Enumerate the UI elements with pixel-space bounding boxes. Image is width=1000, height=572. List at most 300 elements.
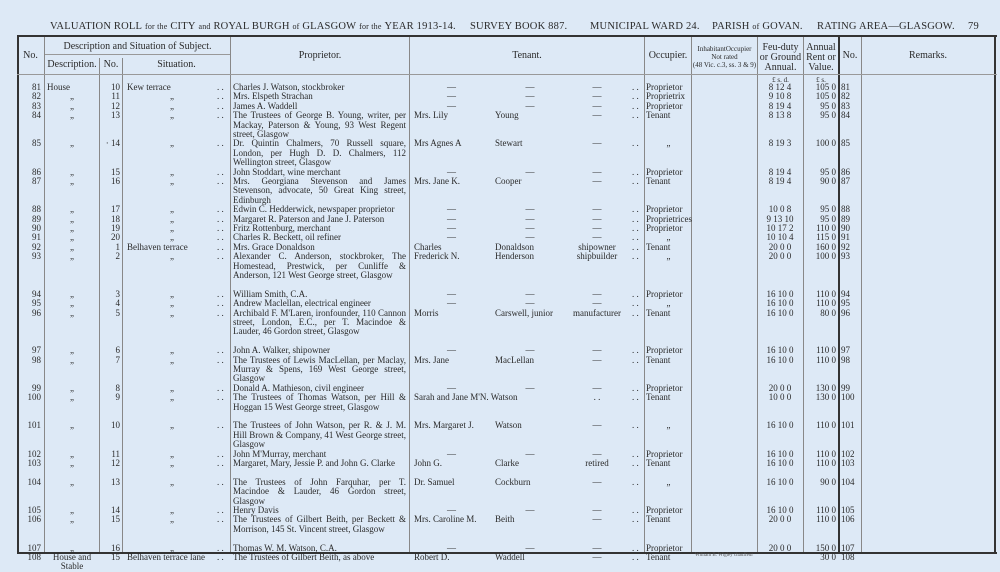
description-cell: „ xyxy=(70,476,74,487)
feu-duty-value: 20 0 0 xyxy=(768,251,792,262)
title-ward: MUNICIPAL WARD 24. xyxy=(590,21,700,32)
row-number-right: 84 xyxy=(841,110,850,121)
annual-rent-value: 160 0 xyxy=(815,241,836,252)
feu-duty-value: 8 19 4 xyxy=(768,100,792,111)
leader-dots: . . xyxy=(217,91,224,102)
leader-dots: . . xyxy=(217,82,224,92)
tenant-first-name: Dr. Samuel xyxy=(414,476,455,487)
row-number-right: 91 xyxy=(841,232,850,243)
situation-cell: „ xyxy=(170,232,174,243)
row-number: 92 xyxy=(32,241,41,252)
title-survey: SURVEY BOOK 887. xyxy=(470,21,568,32)
subject-number: 8 xyxy=(115,382,120,393)
tenant-surname: MacLellan xyxy=(495,354,534,365)
tenant-surname: — xyxy=(525,223,535,233)
leader-dots: . . xyxy=(632,166,639,177)
row-number: 97 xyxy=(32,345,41,356)
row-number-right: 101 xyxy=(841,420,855,431)
tenant-surname: — xyxy=(525,166,535,177)
tenant-first-name: — xyxy=(447,204,456,215)
subject-number: 5 xyxy=(115,307,120,318)
leader-dots: . . xyxy=(632,204,639,215)
proprietor-cell: The Trustees of John Watson, per R. & J. M. Hill Brown & Company, 41 West George street, Glasgow xyxy=(233,420,406,450)
occupier-cell: Tenant xyxy=(646,514,671,525)
leader-dots: . . xyxy=(217,505,224,515)
occupier-cell: „ xyxy=(666,476,671,487)
occupier-cell: Proprietor xyxy=(646,166,683,177)
proprietor-cell: The Trustees of George B. Young, writer, per Mackay, Paterson & Young, 93 West Regent street, Glasgow xyxy=(233,110,406,139)
row-number: 102 xyxy=(27,448,41,459)
row-number-right: 100 xyxy=(841,392,855,403)
leader-dots: . . xyxy=(632,392,639,403)
leader-dots: . . xyxy=(217,223,224,233)
header-tenant: Tenant. xyxy=(512,50,542,61)
feu-duty-value: 8 12 4 xyxy=(768,82,792,92)
annual-rent-value: 110 0 xyxy=(816,298,836,309)
situation-cell: „ xyxy=(170,307,174,318)
tenant-surname: Clarke xyxy=(495,458,519,468)
annual-rent-value: 110 0 xyxy=(816,458,836,468)
tenant-surname: Stewart xyxy=(495,138,523,149)
tenant-occupation: — xyxy=(592,166,602,177)
situation-cell: „ xyxy=(170,298,174,309)
description-cell: „ xyxy=(70,288,74,299)
annual-rent-value: 90 0 xyxy=(820,476,836,487)
tenant-surname: — xyxy=(525,505,535,515)
tenant-occupation: — xyxy=(592,382,602,393)
occupier-cell: Tenant xyxy=(646,552,671,562)
tenant-first-name: — xyxy=(447,166,456,177)
annual-rent-value: 115 0 xyxy=(816,232,836,243)
leader-dots: . . xyxy=(217,392,224,403)
situation-cell: „ xyxy=(170,251,174,262)
leader-dots: . . xyxy=(632,91,639,102)
row-number-right: 90 xyxy=(841,223,850,233)
leader-dots: . . xyxy=(217,354,224,365)
annual-rent-value: 130 0 xyxy=(815,392,836,403)
occupier-cell: „ xyxy=(666,251,671,262)
header-no-right: No. xyxy=(842,50,858,61)
situation-cell: „ xyxy=(170,223,174,233)
tenant-first-name: — xyxy=(447,505,456,515)
occupier-cell: Tenant xyxy=(646,241,671,252)
header-inhabitant-occupier: InhabitantOccupier Not rated (48 Vic. c.3, ss. 3 & 9) xyxy=(692,45,757,69)
feu-duty-value: 16 10 0 xyxy=(766,354,794,365)
tenant-first-name: Sarah and Jane M'N. Watson xyxy=(414,392,518,403)
description-cell: „ xyxy=(70,213,74,224)
leader-dots: . . xyxy=(217,241,224,252)
feu-duty-value: 16 10 0 xyxy=(766,307,794,318)
occupier-cell: „ xyxy=(666,420,671,431)
annual-rent-value: 105 0 xyxy=(815,82,836,92)
feu-duty-value: 8 19 4 xyxy=(768,176,792,186)
situation-cell: „ xyxy=(170,458,174,468)
leader-dots: . . xyxy=(632,354,639,365)
proprietor-cell: John Stoddart, wine merchant xyxy=(233,166,341,177)
leader-dots: . . xyxy=(632,138,639,149)
row-number: 89 xyxy=(32,213,41,224)
situation-cell: „ xyxy=(170,176,174,186)
subject-number: 11 xyxy=(111,91,120,102)
occupier-cell: Proprietor xyxy=(646,223,683,233)
row-number: 93 xyxy=(32,251,41,262)
proprietor-cell: The Trustees of Gilbert Beith, per Beckett & Morrison, 145 St. Vincent street, Glasgow xyxy=(233,514,406,534)
tenant-occupation: — xyxy=(592,82,602,92)
subject-number: 3 xyxy=(115,288,120,299)
tenant-occupation: — xyxy=(592,288,602,299)
leader-dots: . . xyxy=(217,307,224,318)
row-number: 96 xyxy=(32,307,41,318)
feu-duty-value: 16 10 0 xyxy=(766,448,794,459)
situation-cell: „ xyxy=(170,392,174,403)
feu-duty-value: 20 0 0 xyxy=(768,542,792,553)
tenant-surname: Watson xyxy=(495,420,522,431)
row-number: 98 xyxy=(32,354,41,365)
annual-rent-value: 95 0 xyxy=(820,204,836,215)
description-cell: „ xyxy=(70,354,74,365)
subject-number: 13 xyxy=(111,110,120,121)
proprietor-cell: Donald A. Mathieson, civil engineer xyxy=(233,382,364,393)
row-number-right: 107 xyxy=(841,542,855,553)
row-number: 88 xyxy=(32,204,41,215)
annual-rent-value: 130 0 xyxy=(815,382,836,393)
description-cell: „ xyxy=(70,505,74,515)
row-number-right: 94 xyxy=(841,288,850,299)
tenant-occupation: — xyxy=(592,138,602,149)
annual-rent-value: 95 0 xyxy=(820,110,836,121)
occupier-cell: Tenant xyxy=(646,458,671,468)
tenant-occupation: manufacturer xyxy=(573,307,621,318)
leader-dots: . . xyxy=(217,382,224,393)
situation-cell: „ xyxy=(170,448,174,459)
row-number: 83 xyxy=(32,100,41,111)
situation-cell: „ xyxy=(170,345,174,356)
situation-cell: Kew terrace xyxy=(127,82,171,92)
situation-cell: „ xyxy=(170,91,174,102)
leader-dots: . . xyxy=(632,420,639,431)
row-number: 99 xyxy=(32,382,41,393)
tenant-surname: Carswell, junior xyxy=(495,307,553,318)
description-cell: „ xyxy=(70,448,74,459)
leader-dots: . . xyxy=(217,176,224,186)
tenant-first-name: — xyxy=(447,100,456,111)
tenant-surname: — xyxy=(525,82,535,92)
tenant-surname: — xyxy=(525,204,535,215)
subject-number: 20 xyxy=(111,232,120,243)
row-number-right: 97 xyxy=(841,345,850,356)
subject-number: 19 xyxy=(111,223,120,233)
row-number-right: 106 xyxy=(841,514,855,525)
subject-number: 15 xyxy=(111,166,120,177)
tenant-first-name: — xyxy=(447,448,456,459)
proprietor-cell: Fritz Rottenburg, merchant xyxy=(233,223,331,233)
tenant-occupation: shipowner xyxy=(578,241,616,252)
description-cell: „ xyxy=(70,392,74,403)
annual-rent-value: 110 0 xyxy=(816,345,836,356)
leader-dots: . . xyxy=(632,241,639,252)
tenant-first-name: Mrs. Jane xyxy=(414,354,449,365)
leader-dots: . . xyxy=(632,100,639,111)
leader-dots: . . xyxy=(632,288,639,299)
leader-dots: . . xyxy=(632,110,639,121)
proprietor-cell: Charles R. Beckett, oil refiner xyxy=(233,232,341,243)
leader-dots: . . xyxy=(632,476,639,487)
description-cell: „ xyxy=(70,420,74,431)
tenant-occupation: — xyxy=(592,232,602,243)
proprietor-cell: John A. Walker, shipowner xyxy=(233,345,330,356)
subject-number: 18 xyxy=(111,213,120,224)
tenant-first-name: Frederick N. xyxy=(414,251,460,262)
situation-cell: Belhaven terrace xyxy=(127,241,188,252)
row-number-right: 108 xyxy=(841,552,855,562)
tenant-occupation: — xyxy=(592,298,602,309)
leader-dots: . . xyxy=(217,251,224,262)
row-number-right: 89 xyxy=(841,213,850,224)
title-rating: RATING AREA—GLASGOW. xyxy=(817,21,955,32)
tenant-surname: — xyxy=(525,448,535,459)
leader-dots: . . xyxy=(217,232,224,243)
proprietor-cell: Mrs. Georgiana Stevenson and James Stevenson, advocate, 50 Great King street, Edinburgh xyxy=(233,176,406,205)
subject-number: 9 xyxy=(115,392,120,403)
tenant-surname: — xyxy=(525,100,535,111)
header-remarks: Remarks. xyxy=(908,50,948,61)
situation-cell: „ xyxy=(170,110,174,121)
leader-dots: . . xyxy=(632,298,639,309)
leader-dots: . . xyxy=(217,110,224,121)
tenant-occupation: — xyxy=(592,505,602,515)
subject-number: 15 xyxy=(111,552,120,562)
tenant-surname: — xyxy=(525,288,535,299)
header-sub-no: No. xyxy=(103,59,119,70)
description-cell: „ xyxy=(70,345,74,356)
row-number: 106 xyxy=(27,514,41,525)
situation-cell: Belhaven terrace lane xyxy=(127,552,205,562)
annual-rent-value: 90 0 xyxy=(820,176,836,186)
tenant-surname: — xyxy=(525,382,535,393)
row-number: 108 xyxy=(27,552,41,562)
proprietor-cell: Andrew Maclellan, electrical engineer xyxy=(233,298,371,309)
occupier-cell: Tenant xyxy=(646,392,671,403)
occupier-cell: Tenant xyxy=(646,307,671,318)
leader-dots: . . xyxy=(632,176,639,186)
tenant-occupation: — xyxy=(592,448,602,459)
title-roll: VALUATION ROLL for the CITY and ROYAL BURGH of GLASGOW for the YEAR 1913-14. xyxy=(50,21,456,32)
annual-rent-value: 100 0 xyxy=(815,138,836,149)
description-cell: „ xyxy=(70,223,74,233)
tenant-surname: Young xyxy=(495,110,519,121)
tenant-occupation: — xyxy=(592,420,602,431)
tenant-occupation: — xyxy=(592,542,602,553)
tenant-first-name: — xyxy=(447,223,456,233)
tenant-surname: Cooper xyxy=(495,176,522,186)
row-number-right: 87 xyxy=(841,176,850,186)
situation-cell: „ xyxy=(170,382,174,393)
row-number-right: 82 xyxy=(841,91,850,102)
occupier-cell: Proprietor xyxy=(646,345,683,356)
leader-dots: . . xyxy=(217,166,224,177)
proprietor-cell: Alexander C. Anderson, stockbroker, The Homestead, Prestwick, per Cunliffe & Anderson, 121 West George street, Glasgow xyxy=(233,251,406,280)
row-number-right: 104 xyxy=(841,476,855,487)
feu-duty-value: 9 10 8 xyxy=(768,91,792,102)
situation-cell: „ xyxy=(170,138,174,149)
occupier-cell: Proprietor xyxy=(646,505,683,515)
leader-dots: . . xyxy=(217,448,224,459)
leader-dots: . . xyxy=(217,100,224,111)
leader-dots: . . xyxy=(217,345,224,356)
proprietor-cell: Thomas W. M. Watson, C.A. xyxy=(233,542,337,553)
tenant-surname: — xyxy=(525,91,535,102)
leader-dots: . . xyxy=(632,345,639,356)
description-cell: „ xyxy=(70,298,74,309)
feu-duty-value: 8 13 8 xyxy=(768,110,792,121)
tenant-first-name: Mrs. Lily xyxy=(414,110,449,121)
row-number-right: 83 xyxy=(841,100,850,111)
header-feu-units: £ s. d. xyxy=(772,76,789,84)
tenant-first-name: John G. xyxy=(414,458,443,468)
description-cell: House xyxy=(47,82,70,92)
situation-cell: „ xyxy=(170,514,174,525)
row-number-right: 95 xyxy=(841,298,850,309)
tenant-first-name: Morris xyxy=(414,307,439,318)
feu-duty-value: 8 19 4 xyxy=(768,166,792,177)
feu-duty-value: 16 10 0 xyxy=(766,345,794,356)
leader-dots: . . xyxy=(632,213,639,224)
occupier-cell: Proprietor xyxy=(646,542,683,553)
feu-duty-value: 16 10 0 xyxy=(766,505,794,515)
leader-dots: . . xyxy=(217,298,224,309)
subject-number: 2 xyxy=(115,251,120,262)
proprietor-cell: Mrs. Elspeth Strachan xyxy=(233,91,313,102)
row-number-right: 96 xyxy=(841,307,850,318)
situation-cell: „ xyxy=(170,204,174,215)
description-cell: „ xyxy=(70,204,74,215)
occupier-cell: Tenant xyxy=(646,354,671,365)
subject-number: 16 xyxy=(111,542,120,553)
annual-rent-value: 110 0 xyxy=(816,448,836,459)
row-number: 100 xyxy=(27,392,41,403)
header-no: No. xyxy=(23,50,38,61)
occupier-cell: Tenant xyxy=(646,176,671,186)
tenant-surname: — xyxy=(525,542,535,553)
annual-rent-value: 100 0 xyxy=(815,251,836,262)
row-number: 95 xyxy=(32,298,41,309)
feu-duty-value: 8 19 3 xyxy=(768,138,792,149)
row-number: 82 xyxy=(32,91,41,102)
subject-number: 12 xyxy=(111,100,120,111)
proprietor-cell: Margaret R. Paterson and Jane J. Paterson xyxy=(233,213,385,224)
leader-dots: . . xyxy=(217,514,224,525)
annual-rent-value: 110 0 xyxy=(816,420,836,431)
subject-number: 16 xyxy=(111,176,120,186)
row-number-right: 102 xyxy=(841,448,855,459)
subject-number: 12 xyxy=(111,458,120,468)
row-number: 103 xyxy=(27,458,41,468)
row-number: 94 xyxy=(32,288,41,299)
tenant-occupation: — xyxy=(592,100,602,111)
tenant-first-name: Robert D. xyxy=(414,552,450,562)
annual-rent-value: 95 0 xyxy=(820,213,836,224)
proprietor-cell: The Trustees of Gilbert Beith, as above xyxy=(233,552,375,562)
feu-duty-value: 20 0 0 xyxy=(768,382,792,393)
leader-dots: . . xyxy=(217,204,224,215)
subject-number: 14 xyxy=(111,505,120,515)
tenant-first-name: Mrs Agnes A xyxy=(414,138,462,149)
leader-dots: . . xyxy=(632,382,639,393)
proprietor-cell: William Smith, C.A. xyxy=(233,288,308,299)
description-cell: „ xyxy=(70,100,74,111)
occupier-cell: Proprietor xyxy=(646,382,683,393)
occupier-cell: „ xyxy=(666,298,671,309)
row-number: 81 xyxy=(32,82,41,92)
leader-dots: . . xyxy=(217,458,224,468)
leader-dots: . . xyxy=(632,307,639,318)
description-cell: „ xyxy=(70,241,74,252)
proprietor-cell: The Trustees of Thomas Watson, per Hill & Hoggan 15 West George street, Glasgow xyxy=(233,392,406,412)
valuation-table xyxy=(17,35,997,572)
proprietor-cell: James A. Waddell xyxy=(233,100,298,111)
tenant-occupation: — xyxy=(592,223,602,233)
leader-dots: . . xyxy=(632,552,639,562)
subject-number: 6 xyxy=(115,345,120,356)
tenant-first-name: — xyxy=(447,288,456,299)
leader-dots: . . xyxy=(217,420,224,431)
occupier-cell: Proprietor xyxy=(646,288,683,299)
tenant-surname: Beith xyxy=(495,514,515,525)
leader-dots: . . xyxy=(217,542,224,553)
feu-duty-value: 10 0 8 xyxy=(768,204,792,215)
leader-dots: . . xyxy=(632,542,639,553)
row-number: 104 xyxy=(27,476,41,487)
feu-duty-value: 9 13 10 xyxy=(766,213,794,224)
feu-duty-value: 10 10 4 xyxy=(766,232,794,243)
subject-number: 15 xyxy=(111,514,120,525)
row-number: 84 xyxy=(32,110,41,121)
description-cell: „ xyxy=(70,110,74,121)
tenant-first-name: — xyxy=(447,82,456,92)
situation-cell: „ xyxy=(170,288,174,299)
tenant-first-name: Mrs. Jane K. xyxy=(414,176,460,186)
row-number-right: 86 xyxy=(841,166,850,177)
annual-rent-value: 80 0 xyxy=(820,307,836,318)
situation-cell: „ xyxy=(170,542,174,553)
proprietor-cell: Dr. Quintin Chalmers, 70 Russell square, London, per Hugh D. D. Chalmers, 112 Wellington street, Glasgow xyxy=(233,138,406,168)
subject-number: 17 xyxy=(111,204,120,215)
header-description: Description. xyxy=(47,59,97,70)
row-number-right: 93 xyxy=(841,251,850,262)
tenant-first-name: — xyxy=(447,345,456,356)
proprietor-cell: Charles J. Watson, stockbroker xyxy=(233,82,345,92)
tenant-first-name: Mrs. Margaret J. xyxy=(414,420,474,431)
leader-dots: . . xyxy=(632,505,639,515)
occupier-cell: Tenant xyxy=(646,110,671,121)
header-feu-duty: Feu-duty or Ground Annual. xyxy=(759,42,802,73)
annual-rent-value: 95 0 xyxy=(820,166,836,177)
proprietor-cell: John M'Murray, merchant xyxy=(233,448,327,459)
header-description-group: Description and Situation of Subject. xyxy=(63,41,212,52)
tenant-first-name: — xyxy=(447,298,456,309)
description-cell: „ xyxy=(70,232,74,243)
description-cell: „ xyxy=(70,514,74,525)
situation-cell: „ xyxy=(170,100,174,111)
tenant-first-name: Charles xyxy=(414,241,442,252)
occupier-cell: Proprietor xyxy=(646,82,683,92)
tenant-occupation: — xyxy=(592,110,602,121)
leader-dots: . . xyxy=(632,251,639,262)
feu-duty-value: 20 0 0 xyxy=(768,241,792,252)
tenant-occupation: shipbuilder xyxy=(576,251,618,262)
proprietor-cell: Edwin C. Hedderwick, newspaper proprietor xyxy=(233,204,395,215)
row-number: 107 xyxy=(27,542,41,553)
